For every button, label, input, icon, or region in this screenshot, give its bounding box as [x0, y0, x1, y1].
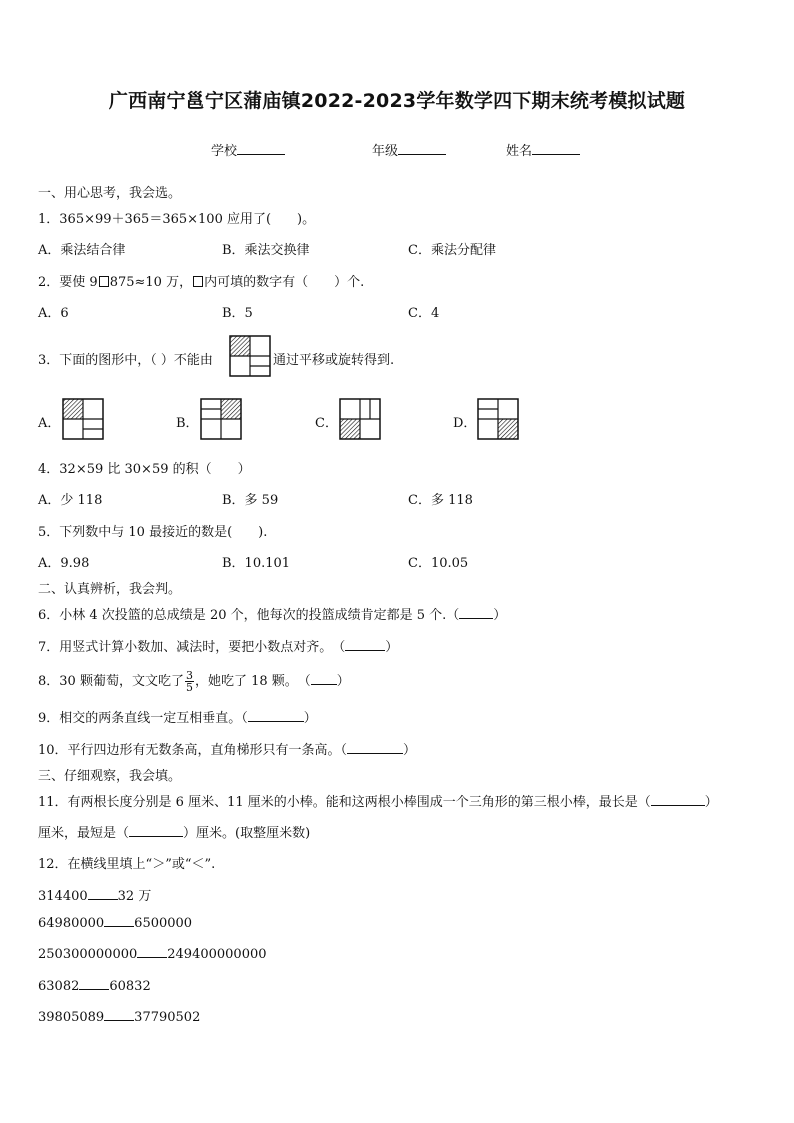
blank-box-icon	[193, 276, 203, 287]
fraction-numerator: 3	[185, 669, 193, 682]
question-8	[38, 670, 350, 693]
q2-option-c[interactable]: C．4	[408, 306, 440, 321]
question-3-post: 通过平移或旋转得到.	[273, 353, 395, 368]
question-1: 1．365×99＋365＝365×100 应用了( )。	[38, 212, 316, 227]
q4-option-b[interactable]: B．多 59	[222, 493, 279, 508]
q5-option-b[interactable]: B．10.101	[222, 556, 291, 571]
compare-right: 6500000	[134, 916, 193, 931]
grade-field	[372, 140, 446, 159]
name-field	[506, 140, 580, 159]
q11-text-2: 厘米，最短是（	[38, 826, 130, 841]
compare-blank[interactable]	[88, 889, 118, 900]
compare-row	[38, 1010, 200, 1025]
q10-close: ）	[403, 743, 417, 758]
compare-row	[38, 885, 151, 904]
q7-close: ）	[385, 640, 399, 655]
page-title: 广西南宁邕宁区蒲庙镇2022-2023学年数学四下期末统考模拟试题	[108, 90, 686, 112]
compare-left: 250300000000	[38, 947, 138, 962]
q10-text: 10．平行四边形有无数条高，直角梯形只有一条高。（	[38, 743, 348, 758]
section-heading-fill: 三、仔细观察，我会填。	[38, 769, 182, 784]
question-9	[38, 707, 317, 726]
q9-text: 9．相交的两条直线一定互相垂直。（	[38, 711, 248, 726]
question-2	[38, 271, 364, 290]
q4-option-a[interactable]: A．少 118	[38, 493, 103, 508]
compare-left: 64980000	[38, 916, 105, 931]
compare-row	[38, 979, 151, 994]
compare-blank[interactable]	[104, 916, 134, 927]
q3-option-d-figure[interactable]	[477, 398, 519, 440]
q10-answer-blank[interactable]	[347, 743, 403, 754]
compare-left: 63082	[38, 979, 80, 994]
q8-text-mid: ，她吃了 18 颗。 （	[194, 674, 311, 689]
fraction-denominator: 5	[185, 681, 193, 694]
q8-close: ）	[336, 674, 350, 689]
question-5: 5．下列数中与 10 最接近的数是( ).	[38, 525, 268, 540]
question-7	[38, 636, 398, 655]
section-heading-judge: 二、认真辨析，我会判。	[38, 582, 182, 597]
reference-figure	[229, 335, 271, 377]
q3-option-b-figure[interactable]	[200, 398, 242, 440]
question-6	[38, 604, 506, 623]
q2-option-b[interactable]: B．5	[222, 306, 253, 321]
compare-right: 37790502	[134, 1010, 201, 1025]
school-field	[211, 140, 285, 159]
q8-answer-blank[interactable]	[311, 674, 337, 685]
q1-option-c[interactable]: C．乘法分配律	[408, 243, 496, 258]
q2-option-a[interactable]: A．6	[38, 306, 69, 321]
q7-text: 7．用竖式计算小数加、减法时，要把小数点对齐。 （	[38, 640, 346, 655]
q11-longest-blank[interactable]	[651, 795, 705, 806]
compare-blank[interactable]	[137, 947, 167, 958]
question-11-line-1	[38, 791, 718, 810]
q9-close: ）	[303, 711, 317, 726]
school-label: 学校	[211, 144, 238, 159]
q3-option-c-label[interactable]: C．	[315, 416, 338, 431]
fraction	[185, 670, 194, 693]
q3-option-a-label[interactable]: A．	[38, 416, 61, 431]
blank-box-icon	[99, 276, 109, 287]
q2-text-post: 内可填的数字有（ ）个.	[204, 275, 365, 290]
question-3-pre: 3．下面的图形中，（ ）不能由	[38, 353, 213, 368]
compare-blank[interactable]	[104, 1010, 134, 1021]
q3-option-c-figure[interactable]	[339, 398, 381, 440]
q7-answer-blank[interactable]	[345, 640, 385, 651]
q6-close: ）	[493, 608, 507, 623]
q3-option-d-label[interactable]: D．	[453, 416, 477, 431]
grade-label: 年级	[372, 144, 399, 159]
q5-option-c[interactable]: C．10.05	[408, 556, 469, 571]
question-12: 12．在横线里填上“＞”或“＜”.	[38, 857, 216, 872]
question-10	[38, 739, 416, 758]
compare-left: 314400	[38, 889, 88, 904]
question-11-line-2	[38, 822, 310, 841]
q6-answer-blank[interactable]	[459, 608, 493, 619]
compare-right: 32 万	[117, 889, 152, 904]
section-heading-choice: 一、用心思考，我会选。	[38, 186, 182, 201]
q11-close-2: ）厘米。(取整厘米数)	[183, 826, 311, 841]
compare-blank[interactable]	[79, 979, 109, 990]
school-blank[interactable]	[237, 142, 285, 155]
q11-close-1: ）	[704, 795, 718, 810]
q6-text: 6．小林 4 次投篮的总成绩是 20 个，他每次的投篮成绩肯定都是 5 个.（	[38, 608, 460, 623]
q9-answer-blank[interactable]	[248, 711, 304, 722]
q2-text-mid: 875≈10 万，	[109, 275, 193, 290]
question-4: 4．32×59 比 30×59 的积（ ）	[38, 462, 251, 477]
name-blank[interactable]	[532, 142, 580, 155]
q8-text: 8．30 颗葡萄，文文吃了	[38, 674, 184, 689]
q5-option-a[interactable]: A．9.98	[38, 556, 90, 571]
q11-text: 11．有两根长度分别是 6 厘米、11 厘米的小棒。能和这两根小棒围成一个三角形的第三根小棒，最长是（	[38, 795, 651, 810]
q3-option-b-label[interactable]: B．	[176, 416, 199, 431]
compare-row	[38, 916, 192, 931]
compare-row	[38, 947, 267, 962]
compare-right: 60832	[109, 979, 151, 994]
grade-blank[interactable]	[398, 142, 446, 155]
q3-option-a-figure[interactable]	[62, 398, 104, 440]
compare-right: 249400000000	[167, 947, 267, 962]
name-label: 姓名	[506, 144, 533, 159]
q11-shortest-blank[interactable]	[129, 826, 183, 837]
compare-left: 39805089	[38, 1010, 105, 1025]
q1-option-a[interactable]: A．乘法结合律	[38, 243, 126, 258]
q2-text-pre: 2．要使 9	[38, 275, 98, 290]
q4-option-c[interactable]: C．多 118	[408, 493, 473, 508]
q1-option-b[interactable]: B．乘法交换律	[222, 243, 310, 258]
